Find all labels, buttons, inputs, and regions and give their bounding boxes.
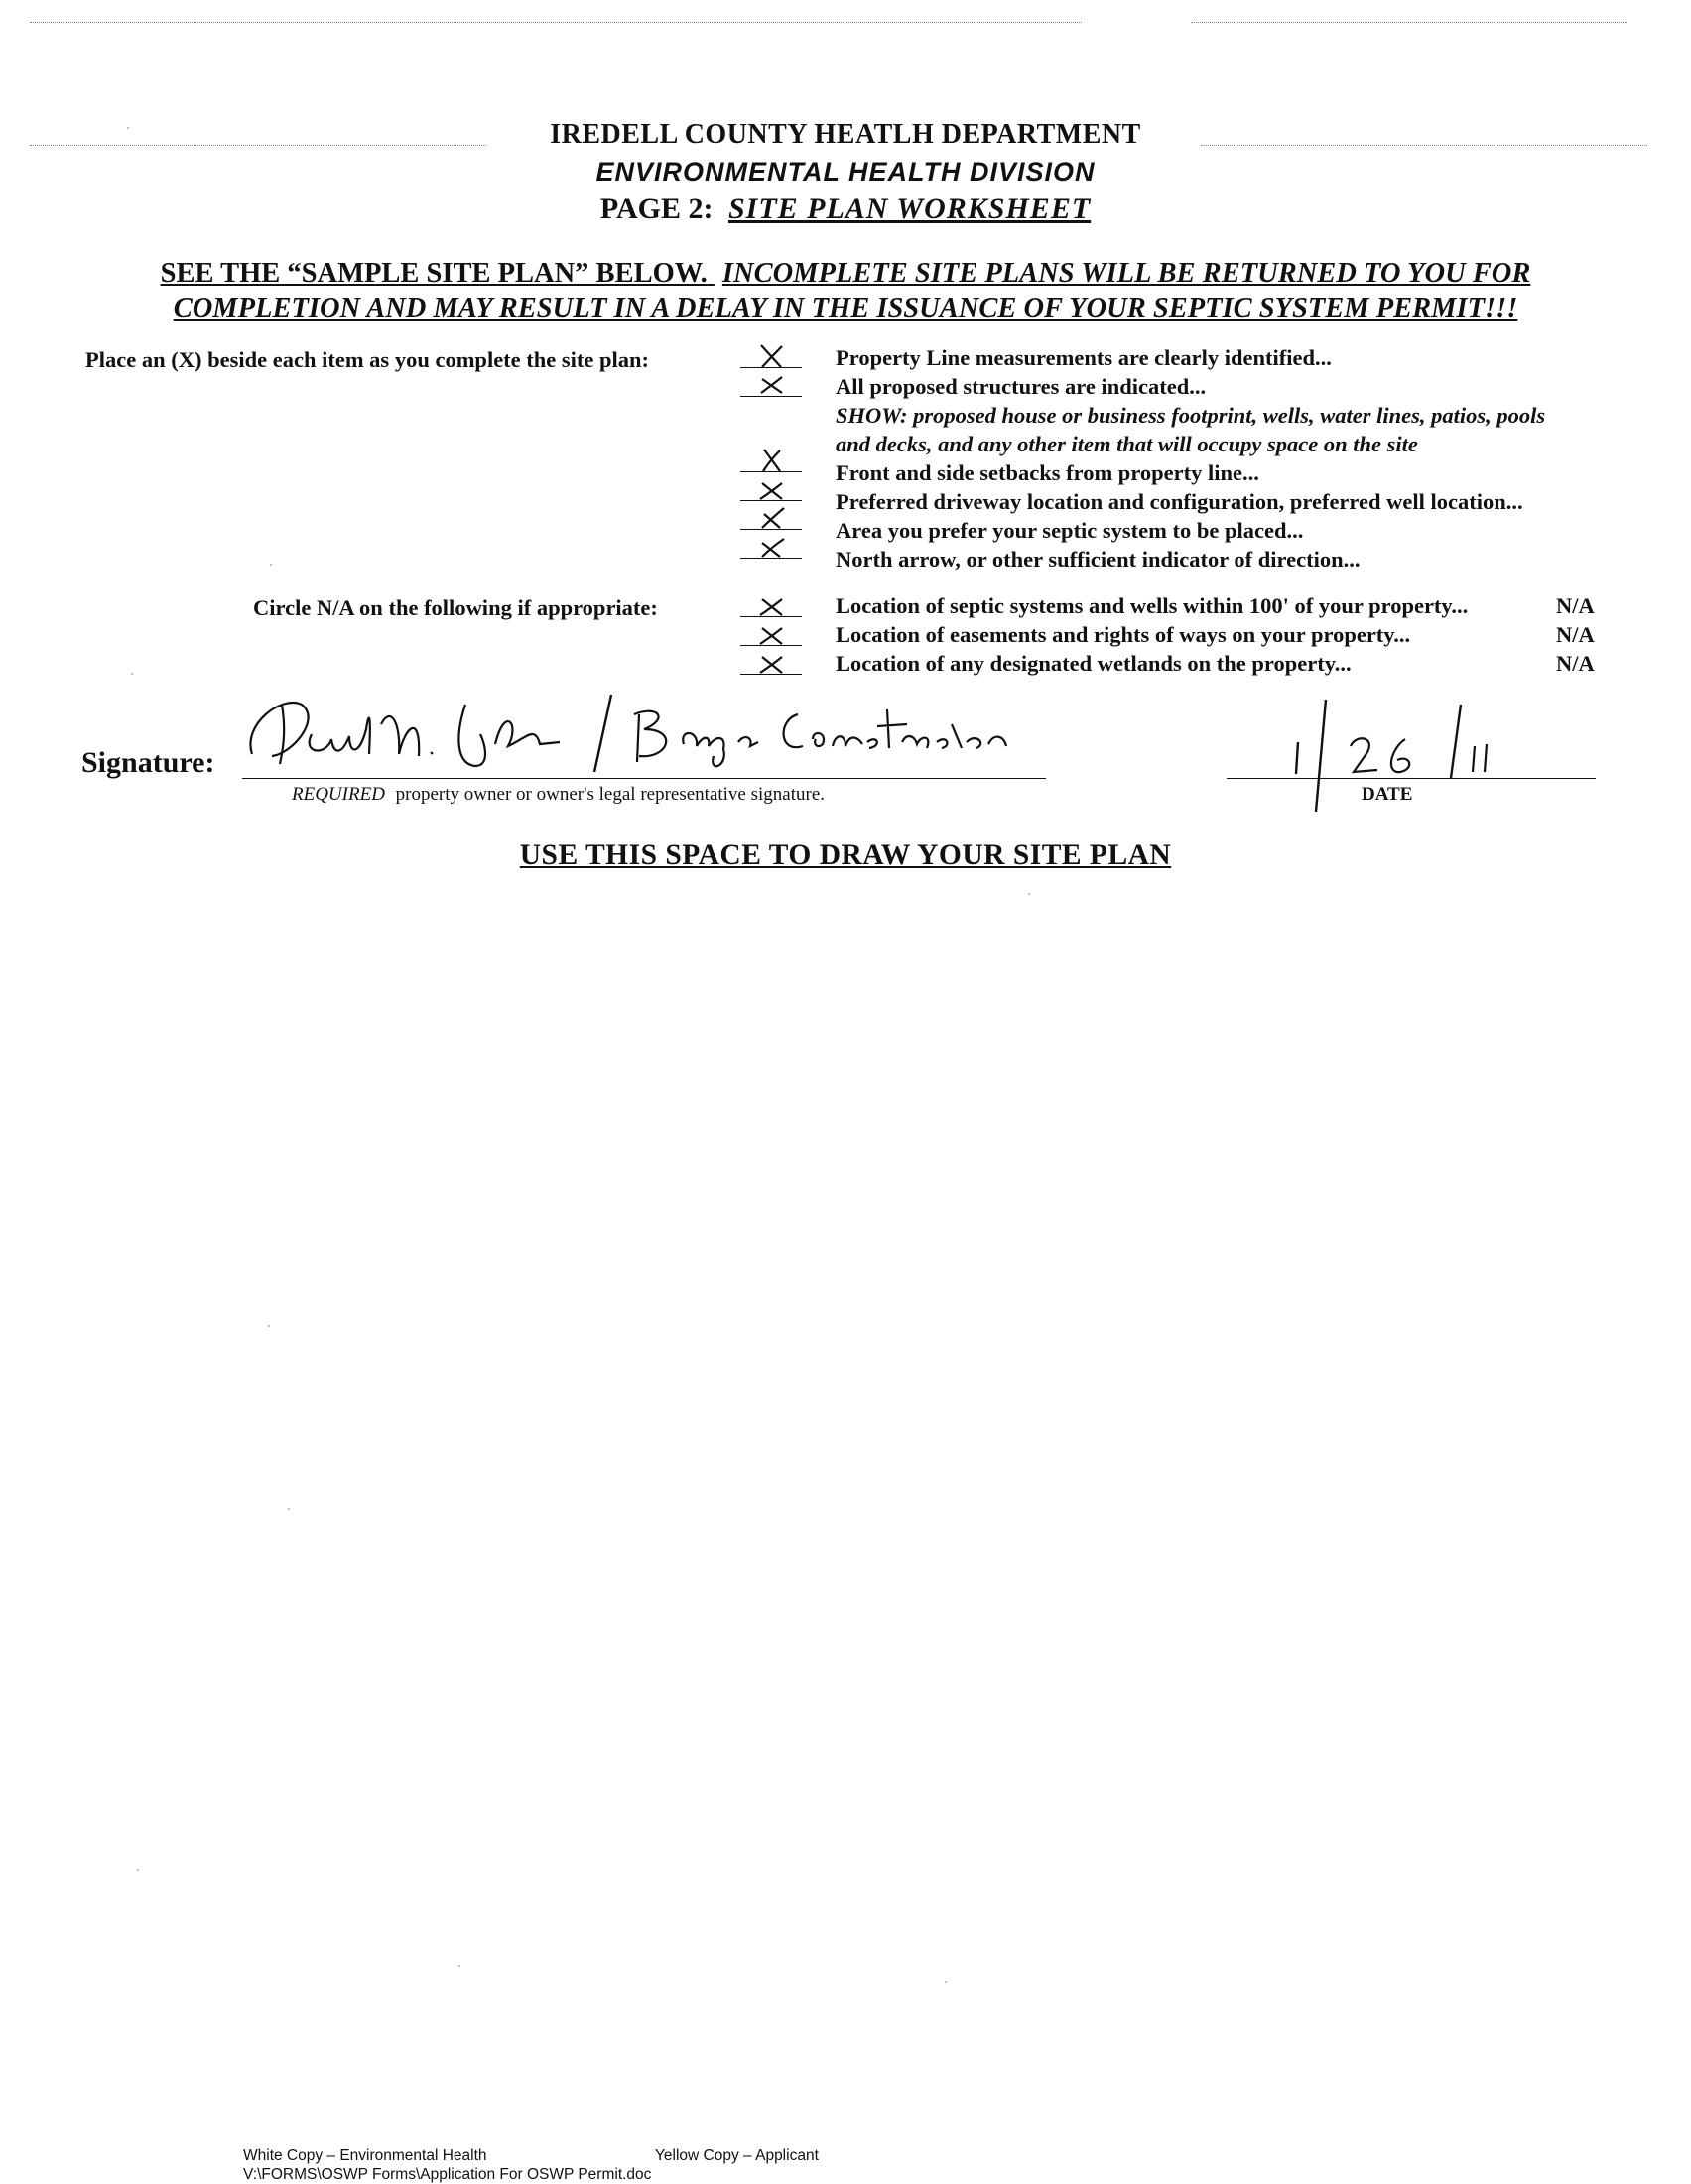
check-mark-driveway	[740, 475, 802, 503]
handwritten-signature	[242, 685, 1046, 776]
show-note-line-2: and decks, and any other item that will occupy space on the site	[836, 432, 1418, 456]
na-option-easements[interactable]: N/A	[1556, 622, 1595, 647]
signature-caption	[292, 784, 825, 806]
date-text-value	[1227, 695, 1231, 696]
draw-area-heading: USE THIS SPACE TO DRAW YOUR SITE PLAN	[519, 839, 1172, 871]
department-title: IREDELL COUNTY HEATLH DEPARTMENT	[550, 119, 1141, 150]
checklist-instruction: Place an (X) beside each item as you complete the site plan:	[85, 347, 650, 372]
item-driveway: Preferred driveway location and configuration, preferred well location...	[836, 489, 1523, 514]
item-septic-area: Area you prefer your septic system to be placed...	[836, 518, 1304, 543]
item-north-arrow: North arrow, or other sufficient indicator of direction...	[836, 547, 1361, 572]
signature-field[interactable]	[242, 685, 1046, 776]
division-title: ENVIRONMENTAL HEALTH DIVISION	[595, 157, 1096, 187]
footer-file-path: V:\FORMS\OSWP Forms\Application For OSWP Permit.doc	[243, 2166, 652, 2183]
notice-line-1	[0, 258, 1691, 290]
check-mark-wetlands	[740, 649, 802, 677]
check-mark-easements	[740, 620, 802, 648]
date-field[interactable]	[1227, 695, 1596, 778]
item-structures: All proposed structures are indicated...	[836, 374, 1207, 399]
check-mark-septic-area	[740, 504, 802, 532]
footer-white-copy: White Copy – Environmental Health	[243, 2147, 487, 2164]
caption-rest: property owner or owner's legal representative signature.	[395, 784, 826, 805]
worksheet-title: SITE PLAN WORKSHEET	[727, 193, 1092, 225]
date-line	[1227, 778, 1596, 779]
signature-label: Signature:	[81, 746, 215, 779]
signature-text-value	[242, 685, 256, 686]
item-setbacks: Front and side setbacks from property line...	[836, 460, 1259, 485]
na-option-nearby[interactable]: N/A	[1556, 593, 1595, 618]
notice-sample: SEE THE “SAMPLE SITE PLAN” BELOW.	[160, 258, 708, 289]
check-mark-structures	[740, 371, 802, 399]
page-label: PAGE 2:	[599, 193, 714, 225]
page-title	[0, 193, 1691, 226]
item-nearby-septic-wells: Location of septic systems and wells within 100' of your property...	[836, 593, 1469, 618]
date-label: DATE	[1362, 784, 1413, 805]
footer-yellow-copy: Yellow Copy – Applicant	[655, 2147, 819, 2164]
check-mark-property-line	[740, 342, 802, 370]
check-mark-setbacks	[740, 447, 802, 474]
notice-warning: INCOMPLETE SITE PLANS WILL BE RETURNED TO YOU FOR	[721, 258, 1531, 289]
item-property-line: Property Line measurements are clearly identified...	[836, 345, 1332, 370]
check-mark-nearby-septic	[740, 591, 802, 619]
na-option-wetlands[interactable]: N/A	[1556, 651, 1595, 676]
optional-instruction: Circle N/A on the following if appropriate:	[253, 595, 658, 620]
item-easements: Location of easements and rights of ways on your property...	[836, 622, 1411, 647]
item-wetlands: Location of any designated wetlands on the property...	[836, 651, 1352, 676]
check-mark-north-arrow	[740, 533, 802, 561]
caption-required: REQUIRED	[292, 784, 385, 805]
signature-line	[242, 778, 1046, 779]
show-note-line-1: SHOW: proposed house or business footprint, wells, water lines, patios, pools	[836, 403, 1546, 428]
site-plan-drawing-area[interactable]	[79, 893, 1612, 2153]
notice-line-2: COMPLETION AND MAY RESULT IN A DELAY IN THE ISSUANCE OF YOUR SEPTIC SYSTEM PERMIT!!!	[173, 293, 1518, 323]
